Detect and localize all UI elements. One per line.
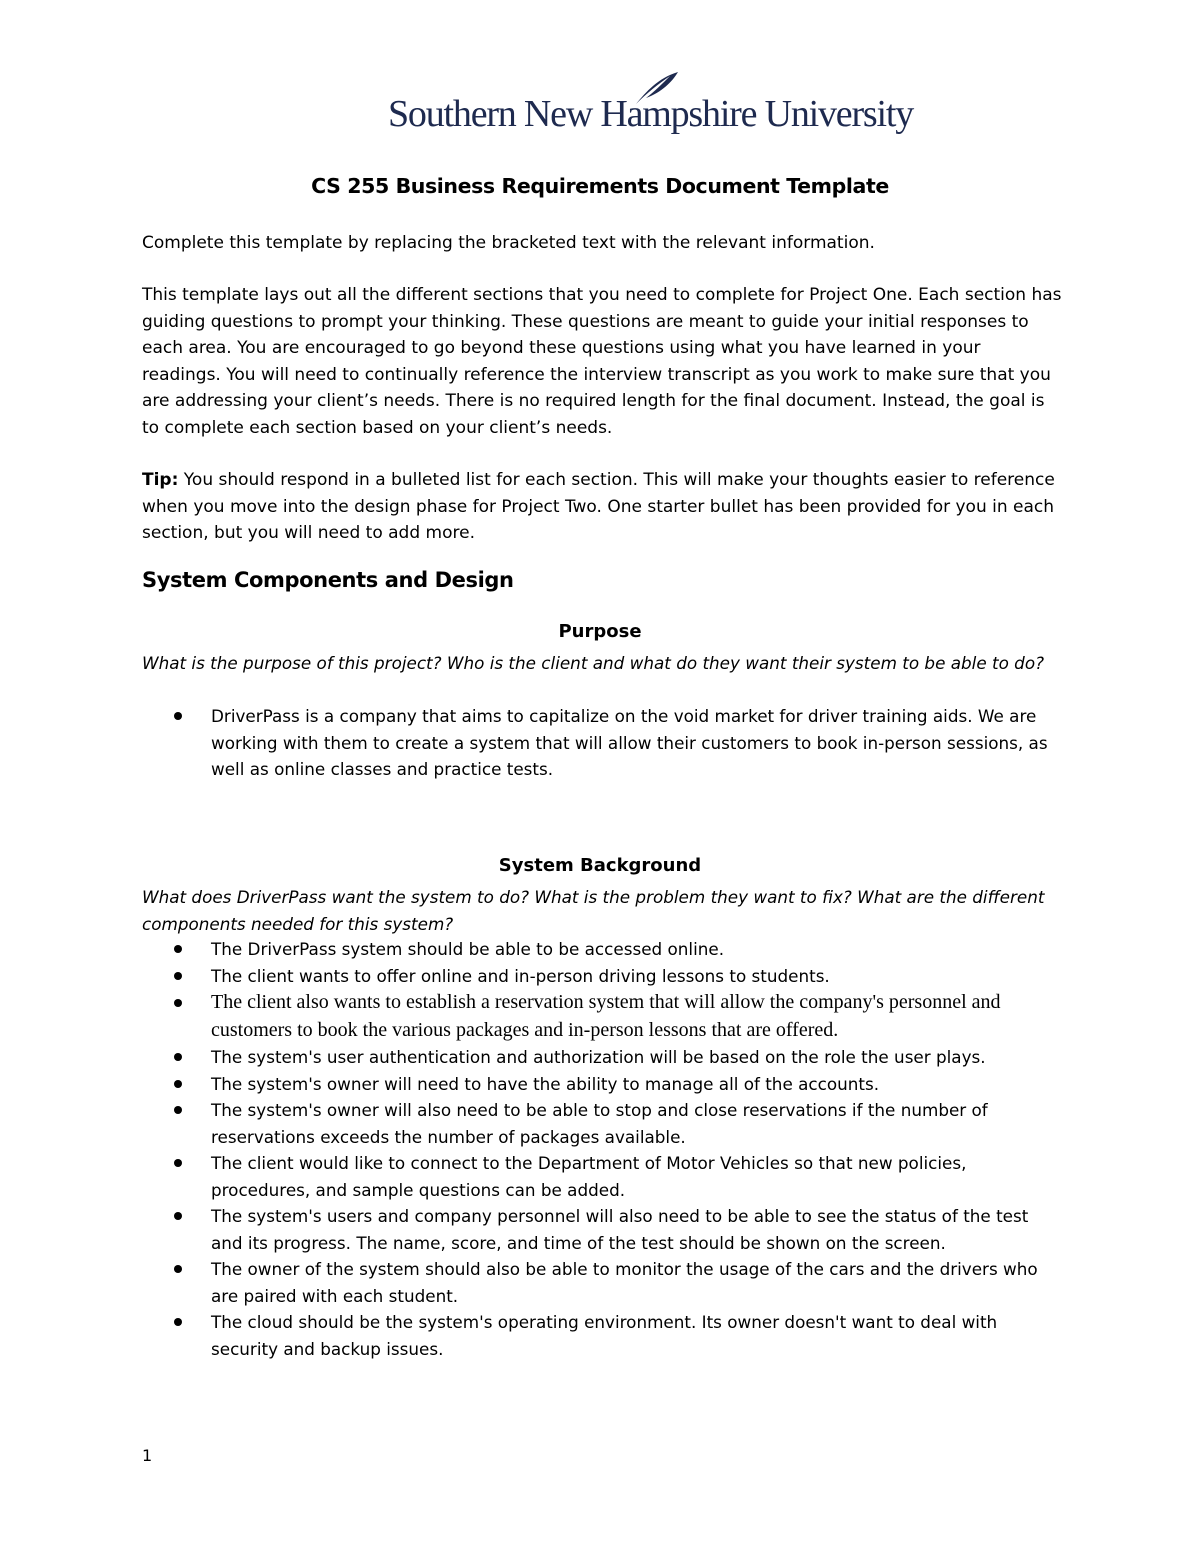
intro-paragraph-2: This template lays out all the different sections that you need to complete for Project One. Each section has guiding questions to prompt your thinking. These questions are meant to guide your initial responses to each area. You are encouraged to go beyond these questions using what you have learned in your readings. You will need to continually reference the interview transcript as you work to make sure that you are addressing your client’s needs. There is no required length for the final document. Instead, the goal is to complete each section based on your client’s needs. — [142, 285, 1062, 438]
bullet-icon — [174, 1106, 182, 1114]
list-item-text: The cloud should be the system's operating environment. Its owner doesn't want to deal with security and backup issues. — [211, 1312, 998, 1359]
list-item — [142, 989, 1057, 1044]
list-item-text: The system's users and company personnel will also need to be able to see the status of the test and its progress. The name, score, and time of the test should be shown on the screen. — [211, 1206, 1029, 1253]
tip-text: You should respond in a bulleted list for each section. This will make your thoughts easier to reference when you move into the design phase for Project Two. One starter bullet has been provided for you in each section, but you will need to add more. — [142, 470, 1055, 543]
tip-paragraph — [142, 467, 1062, 547]
list-item-text: The system's user authentication and authorization will be based on the role the user plays. — [211, 1047, 986, 1067]
list-item — [142, 1203, 1057, 1256]
list-item-text: The system's owner will need to have the ability to manage all of the accounts. — [211, 1073, 880, 1094]
bullet-icon — [174, 712, 182, 720]
bullet-icon — [174, 999, 182, 1007]
intro-paragraph-1: Complete this template by replacing the bracketed text with the relevant information. — [142, 233, 875, 253]
bullet-icon — [174, 1053, 182, 1061]
university-logo — [388, 70, 914, 140]
bullet-icon — [174, 972, 182, 980]
background-bullet-list — [142, 936, 1057, 1362]
bullet-icon — [174, 1212, 182, 1220]
background-heading: System Background — [498, 855, 702, 876]
list-item — [142, 1256, 1057, 1309]
list-item — [142, 963, 1057, 990]
purpose-question: What is the purpose of this project? Who is the client and what do they want their system to be able to do? — [142, 653, 1045, 673]
list-item — [142, 703, 1057, 783]
purpose-heading: Purpose — [558, 621, 642, 642]
bullet-icon — [174, 1080, 182, 1088]
list-item — [142, 936, 1057, 963]
list-item — [142, 1309, 1057, 1362]
list-item-text: The client would like to connect to the Department of Motor Vehicles so that new policies, procedures, and sample questions can be added. — [211, 1153, 967, 1200]
list-item-text: The client also wants to establish a reservation system that will allow the company's personnel and customers to book the various packages and in-person lessons that are offered. — [211, 991, 1001, 1041]
section-heading: System Components and Design — [142, 568, 514, 592]
logo-text: Southern New Hampshire University — [388, 93, 914, 135]
list-item-text: The DriverPass system should be able to be accessed online. — [211, 939, 725, 959]
list-item-text: The client wants to offer online and in-person driving lessons to students. — [211, 965, 830, 986]
list-item-text: The system's owner will also need to be able to stop and close reservations if the number of reservations exceeds the number of packages available. — [211, 1100, 988, 1147]
bullet-icon — [174, 1318, 182, 1326]
document-title: CS 255 Business Requirements Document Template — [311, 174, 889, 198]
bullet-icon — [174, 945, 182, 953]
list-item — [142, 1150, 1057, 1203]
bullet-icon — [174, 1265, 182, 1273]
list-item-text: DriverPass is a company that aims to capitalize on the void market for driver training aids. We are working with them to create a system that will allow their customers to book in-person sessions, as well as online classes and practice tests. — [211, 706, 1048, 779]
background-question: What does DriverPass want the system to do? What is the problem they want to fix? What are the different components needed for this system? — [142, 887, 1045, 934]
page-number: 1 — [142, 1446, 153, 1465]
list-item — [142, 1097, 1057, 1150]
purpose-bullet-list — [142, 703, 1057, 783]
tip-label: Tip: — [142, 470, 179, 490]
list-item — [142, 1071, 1057, 1098]
list-item — [142, 1044, 1057, 1071]
bullet-icon — [174, 1159, 182, 1167]
list-item-text: The owner of the system should also be able to monitor the usage of the cars and the drivers who are paired with each student. — [211, 1259, 1038, 1306]
